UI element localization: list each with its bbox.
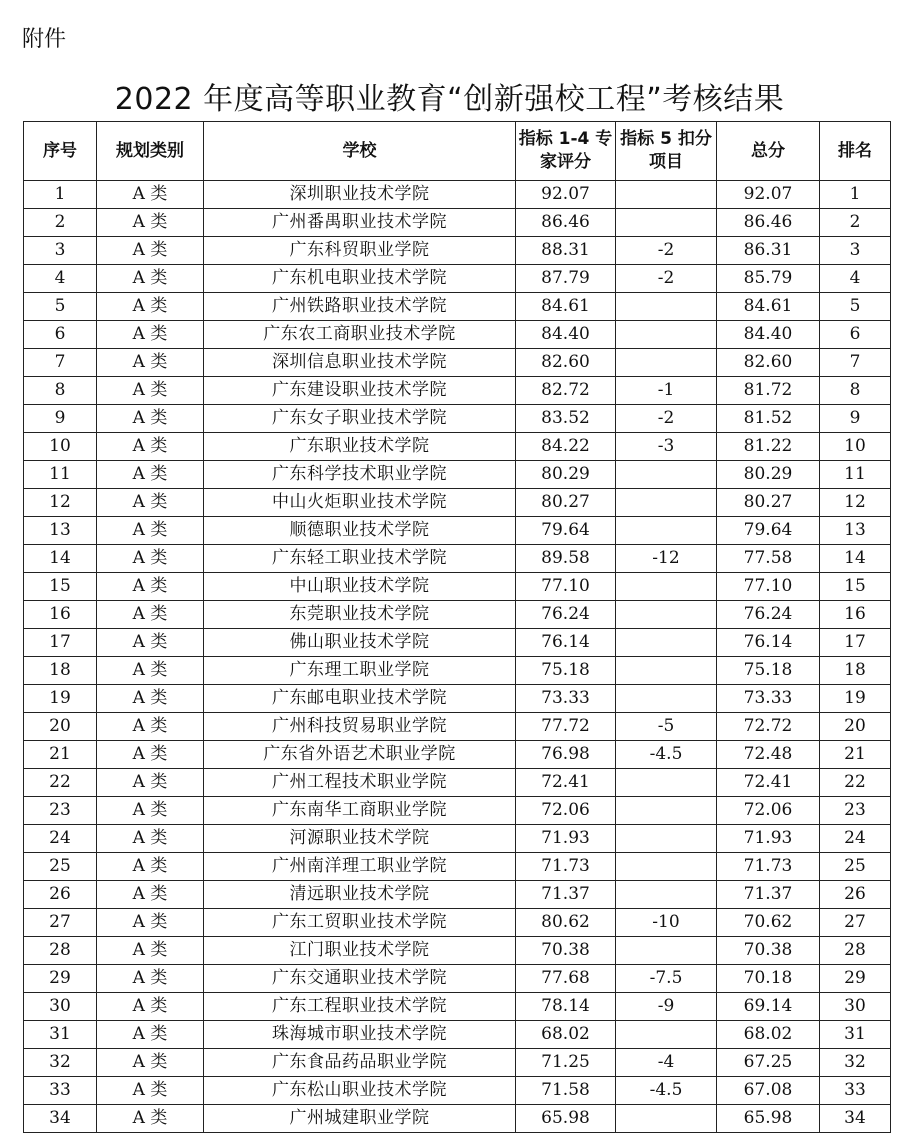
- category-cell: A 类: [97, 517, 204, 545]
- column-header: 序号: [24, 122, 97, 181]
- category-cell: A 类: [97, 237, 204, 265]
- total-score-cell: 69.14: [717, 993, 820, 1021]
- deduction-cell: -7.5: [616, 965, 717, 993]
- rank-cell: 6: [820, 321, 891, 349]
- rank-cell: 8: [820, 377, 891, 405]
- rank-cell: 22: [820, 769, 891, 797]
- school-cell: 佛山职业技术学院: [204, 629, 516, 657]
- category-cell: A 类: [97, 881, 204, 909]
- deduction-cell: -4: [616, 1049, 717, 1077]
- category-cell: A 类: [97, 909, 204, 937]
- table-row: [24, 825, 891, 853]
- table-row: [24, 881, 891, 909]
- school-cell: 东莞职业技术学院: [204, 601, 516, 629]
- column-header: 总分: [717, 122, 820, 181]
- table-row: [24, 1049, 891, 1077]
- deduction-cell: [616, 489, 717, 517]
- deduction-cell: [616, 825, 717, 853]
- category-cell: A 类: [97, 657, 204, 685]
- total-score-cell: 70.62: [717, 909, 820, 937]
- table-row: [24, 797, 891, 825]
- school-cell: 广州城建职业学院: [204, 1105, 516, 1133]
- expert-score-cell: 89.58: [516, 545, 616, 573]
- expert-score-cell: 77.10: [516, 573, 616, 601]
- total-score-cell: 80.27: [717, 489, 820, 517]
- expert-score-cell: 77.68: [516, 965, 616, 993]
- category-cell: A 类: [97, 1021, 204, 1049]
- index-cell: 24: [24, 825, 97, 853]
- expert-score-cell: 80.29: [516, 461, 616, 489]
- total-score-cell: 67.25: [717, 1049, 820, 1077]
- table-row: [24, 601, 891, 629]
- rank-cell: 25: [820, 853, 891, 881]
- expert-score-cell: 84.22: [516, 433, 616, 461]
- table-row: [24, 573, 891, 601]
- index-cell: 1: [24, 181, 97, 209]
- school-cell: 广东工程职业技术学院: [204, 993, 516, 1021]
- index-cell: 19: [24, 685, 97, 713]
- index-cell: 32: [24, 1049, 97, 1077]
- school-cell: 广东科学技术职业学院: [204, 461, 516, 489]
- deduction-cell: [616, 573, 717, 601]
- school-cell: 深圳职业技术学院: [204, 181, 516, 209]
- index-cell: 7: [24, 349, 97, 377]
- deduction-cell: [616, 461, 717, 489]
- school-cell: 广州番禺职业技术学院: [204, 209, 516, 237]
- deduction-cell: [616, 769, 717, 797]
- total-score-cell: 72.41: [717, 769, 820, 797]
- total-score-cell: 75.18: [717, 657, 820, 685]
- deduction-cell: [616, 601, 717, 629]
- rank-cell: 32: [820, 1049, 891, 1077]
- rank-cell: 27: [820, 909, 891, 937]
- expert-score-cell: 72.41: [516, 769, 616, 797]
- table-body: [24, 181, 891, 1133]
- table-row: [24, 209, 891, 237]
- total-score-cell: 71.73: [717, 853, 820, 881]
- deduction-cell: [616, 293, 717, 321]
- table-row: [24, 685, 891, 713]
- index-cell: 25: [24, 853, 97, 881]
- category-cell: A 类: [97, 601, 204, 629]
- school-cell: 广东食品药品职业学院: [204, 1049, 516, 1077]
- expert-score-cell: 77.72: [516, 713, 616, 741]
- category-cell: A 类: [97, 853, 204, 881]
- category-cell: A 类: [97, 1105, 204, 1133]
- category-cell: A 类: [97, 377, 204, 405]
- rank-cell: 31: [820, 1021, 891, 1049]
- index-cell: 8: [24, 377, 97, 405]
- total-score-cell: 77.10: [717, 573, 820, 601]
- index-cell: 27: [24, 909, 97, 937]
- deduction-cell: -4.5: [616, 1077, 717, 1105]
- total-score-cell: 77.58: [717, 545, 820, 573]
- rank-cell: 2: [820, 209, 891, 237]
- category-cell: A 类: [97, 685, 204, 713]
- index-cell: 33: [24, 1077, 97, 1105]
- deduction-cell: [616, 1021, 717, 1049]
- expert-score-cell: 82.72: [516, 377, 616, 405]
- total-score-cell: 72.48: [717, 741, 820, 769]
- table-row: [24, 629, 891, 657]
- total-score-cell: 84.61: [717, 293, 820, 321]
- deduction-cell: -3: [616, 433, 717, 461]
- index-cell: 34: [24, 1105, 97, 1133]
- index-cell: 14: [24, 545, 97, 573]
- category-cell: A 类: [97, 797, 204, 825]
- school-cell: 广东机电职业技术学院: [204, 265, 516, 293]
- rank-cell: 7: [820, 349, 891, 377]
- total-score-cell: 71.93: [717, 825, 820, 853]
- deduction-cell: [616, 321, 717, 349]
- index-cell: 26: [24, 881, 97, 909]
- category-cell: A 类: [97, 741, 204, 769]
- category-cell: A 类: [97, 461, 204, 489]
- deduction-cell: -5: [616, 713, 717, 741]
- expert-score-cell: 83.52: [516, 405, 616, 433]
- expert-score-cell: 84.61: [516, 293, 616, 321]
- table-row: [24, 377, 891, 405]
- index-cell: 31: [24, 1021, 97, 1049]
- school-cell: 广东农工商职业技术学院: [204, 321, 516, 349]
- table-row: [24, 461, 891, 489]
- rank-cell: 4: [820, 265, 891, 293]
- index-cell: 12: [24, 489, 97, 517]
- column-header: 规划类别: [97, 122, 204, 181]
- school-cell: 广州工程技术职业学院: [204, 769, 516, 797]
- expert-score-cell: 87.79: [516, 265, 616, 293]
- expert-score-cell: 80.27: [516, 489, 616, 517]
- rank-cell: 16: [820, 601, 891, 629]
- expert-score-cell: 92.07: [516, 181, 616, 209]
- expert-score-cell: 71.73: [516, 853, 616, 881]
- deduction-cell: [616, 657, 717, 685]
- rank-cell: 33: [820, 1077, 891, 1105]
- attachment-label: 附件: [22, 27, 67, 52]
- document-title: 2022 年度高等职业教育“创新强校工程”考核结果: [114, 82, 785, 117]
- table-row: [24, 265, 891, 293]
- category-cell: A 类: [97, 825, 204, 853]
- deduction-cell: [616, 517, 717, 545]
- total-score-cell: 82.60: [717, 349, 820, 377]
- category-cell: A 类: [97, 993, 204, 1021]
- expert-score-cell: 65.98: [516, 1105, 616, 1133]
- deduction-cell: [616, 937, 717, 965]
- school-cell: 广州科技贸易职业学院: [204, 713, 516, 741]
- category-cell: A 类: [97, 321, 204, 349]
- total-score-cell: 86.31: [717, 237, 820, 265]
- expert-score-cell: 78.14: [516, 993, 616, 1021]
- table-row: [24, 489, 891, 517]
- category-cell: A 类: [97, 769, 204, 797]
- total-score-cell: 70.18: [717, 965, 820, 993]
- total-score-cell: 72.06: [717, 797, 820, 825]
- index-cell: 30: [24, 993, 97, 1021]
- deduction-cell: [616, 629, 717, 657]
- rank-cell: 3: [820, 237, 891, 265]
- table-row: [24, 853, 891, 881]
- expert-score-cell: 84.40: [516, 321, 616, 349]
- expert-score-cell: 80.62: [516, 909, 616, 937]
- rank-cell: 12: [820, 489, 891, 517]
- table-row: [24, 181, 891, 209]
- category-cell: A 类: [97, 433, 204, 461]
- expert-score-cell: 70.38: [516, 937, 616, 965]
- total-score-cell: 85.79: [717, 265, 820, 293]
- index-cell: 21: [24, 741, 97, 769]
- deduction-cell: [616, 685, 717, 713]
- expert-score-cell: 73.33: [516, 685, 616, 713]
- category-cell: A 类: [97, 713, 204, 741]
- index-cell: 13: [24, 517, 97, 545]
- expert-score-cell: 71.58: [516, 1077, 616, 1105]
- index-cell: 9: [24, 405, 97, 433]
- school-cell: 广东邮电职业技术学院: [204, 685, 516, 713]
- rank-cell: 11: [820, 461, 891, 489]
- table-row: [24, 741, 891, 769]
- expert-score-cell: 76.14: [516, 629, 616, 657]
- total-score-cell: 65.98: [717, 1105, 820, 1133]
- expert-score-cell: 72.06: [516, 797, 616, 825]
- rank-cell: 24: [820, 825, 891, 853]
- category-cell: A 类: [97, 265, 204, 293]
- table-row: [24, 713, 891, 741]
- expert-score-cell: 68.02: [516, 1021, 616, 1049]
- expert-score-cell: 79.64: [516, 517, 616, 545]
- deduction-cell: -10: [616, 909, 717, 937]
- deduction-cell: -2: [616, 237, 717, 265]
- table-row: [24, 937, 891, 965]
- column-header: 指标 1-4 专家评分: [516, 122, 616, 181]
- rank-cell: 13: [820, 517, 891, 545]
- table-row: [24, 545, 891, 573]
- rank-cell: 21: [820, 741, 891, 769]
- index-cell: 16: [24, 601, 97, 629]
- deduction-cell: -12: [616, 545, 717, 573]
- total-score-cell: 92.07: [717, 181, 820, 209]
- rank-cell: 18: [820, 657, 891, 685]
- deduction-cell: [616, 1105, 717, 1133]
- total-score-cell: 71.37: [717, 881, 820, 909]
- category-cell: A 类: [97, 965, 204, 993]
- total-score-cell: 68.02: [717, 1021, 820, 1049]
- table-row: [24, 321, 891, 349]
- school-cell: 广州南洋理工职业学院: [204, 853, 516, 881]
- deduction-cell: -4.5: [616, 741, 717, 769]
- total-score-cell: 76.14: [717, 629, 820, 657]
- school-cell: 清远职业技术学院: [204, 881, 516, 909]
- school-cell: 广东建设职业技术学院: [204, 377, 516, 405]
- index-cell: 6: [24, 321, 97, 349]
- total-score-cell: 86.46: [717, 209, 820, 237]
- expert-score-cell: 76.24: [516, 601, 616, 629]
- rank-cell: 5: [820, 293, 891, 321]
- index-cell: 10: [24, 433, 97, 461]
- expert-score-cell: 71.93: [516, 825, 616, 853]
- table-row: [24, 405, 891, 433]
- rank-cell: 1: [820, 181, 891, 209]
- deduction-cell: -1: [616, 377, 717, 405]
- total-score-cell: 73.33: [717, 685, 820, 713]
- rank-cell: 23: [820, 797, 891, 825]
- school-cell: 珠海城市职业技术学院: [204, 1021, 516, 1049]
- column-header: 指标 5 扣分项目: [616, 122, 717, 181]
- index-cell: 2: [24, 209, 97, 237]
- table-row: [24, 1077, 891, 1105]
- total-score-cell: 84.40: [717, 321, 820, 349]
- rank-cell: 17: [820, 629, 891, 657]
- expert-score-cell: 71.25: [516, 1049, 616, 1077]
- deduction-cell: [616, 853, 717, 881]
- school-cell: 中山火炬职业技术学院: [204, 489, 516, 517]
- category-cell: A 类: [97, 937, 204, 965]
- deduction-cell: [616, 209, 717, 237]
- school-cell: 广东轻工职业技术学院: [204, 545, 516, 573]
- column-header: 学校: [204, 122, 516, 181]
- deduction-cell: [616, 881, 717, 909]
- deduction-cell: -2: [616, 265, 717, 293]
- category-cell: A 类: [97, 545, 204, 573]
- school-cell: 江门职业技术学院: [204, 937, 516, 965]
- column-header: 排名: [820, 122, 891, 181]
- index-cell: 28: [24, 937, 97, 965]
- total-score-cell: 76.24: [717, 601, 820, 629]
- total-score-cell: 80.29: [717, 461, 820, 489]
- rank-cell: 30: [820, 993, 891, 1021]
- school-cell: 河源职业技术学院: [204, 825, 516, 853]
- table-row: [24, 433, 891, 461]
- index-cell: 11: [24, 461, 97, 489]
- rank-cell: 9: [820, 405, 891, 433]
- school-cell: 中山职业技术学院: [204, 573, 516, 601]
- total-score-cell: 81.22: [717, 433, 820, 461]
- school-cell: 广东理工职业学院: [204, 657, 516, 685]
- school-cell: 广东松山职业技术学院: [204, 1077, 516, 1105]
- table-row: [24, 965, 891, 993]
- deduction-cell: [616, 181, 717, 209]
- school-cell: 广东交通职业技术学院: [204, 965, 516, 993]
- school-cell: 广州铁路职业技术学院: [204, 293, 516, 321]
- table-row: [24, 1021, 891, 1049]
- category-cell: A 类: [97, 293, 204, 321]
- index-cell: 18: [24, 657, 97, 685]
- category-cell: A 类: [97, 405, 204, 433]
- rank-cell: 20: [820, 713, 891, 741]
- index-cell: 17: [24, 629, 97, 657]
- category-cell: A 类: [97, 1077, 204, 1105]
- rank-cell: 19: [820, 685, 891, 713]
- school-cell: 广东女子职业技术学院: [204, 405, 516, 433]
- school-cell: 广东工贸职业技术学院: [204, 909, 516, 937]
- category-cell: A 类: [97, 181, 204, 209]
- table-row: [24, 993, 891, 1021]
- school-cell: 顺德职业技术学院: [204, 517, 516, 545]
- total-score-cell: 81.52: [717, 405, 820, 433]
- total-score-cell: 67.08: [717, 1077, 820, 1105]
- category-cell: A 类: [97, 573, 204, 601]
- table-row: [24, 657, 891, 685]
- total-score-cell: 79.64: [717, 517, 820, 545]
- expert-score-cell: 71.37: [516, 881, 616, 909]
- rank-cell: 26: [820, 881, 891, 909]
- category-cell: A 类: [97, 349, 204, 377]
- school-cell: 深圳信息职业技术学院: [204, 349, 516, 377]
- index-cell: 22: [24, 769, 97, 797]
- expert-score-cell: 75.18: [516, 657, 616, 685]
- index-cell: 23: [24, 797, 97, 825]
- total-score-cell: 72.72: [717, 713, 820, 741]
- table-row: [24, 293, 891, 321]
- expert-score-cell: 82.60: [516, 349, 616, 377]
- category-cell: A 类: [97, 629, 204, 657]
- rank-cell: 28: [820, 937, 891, 965]
- deduction-cell: [616, 349, 717, 377]
- rank-cell: 10: [820, 433, 891, 461]
- rank-cell: 15: [820, 573, 891, 601]
- results-table: [23, 121, 891, 1133]
- table-row: [24, 349, 891, 377]
- index-cell: 15: [24, 573, 97, 601]
- expert-score-cell: 88.31: [516, 237, 616, 265]
- category-cell: A 类: [97, 1049, 204, 1077]
- deduction-cell: [616, 797, 717, 825]
- total-score-cell: 70.38: [717, 937, 820, 965]
- school-cell: 广东职业技术学院: [204, 433, 516, 461]
- category-cell: A 类: [97, 489, 204, 517]
- total-score-cell: 81.72: [717, 377, 820, 405]
- table-row: [24, 769, 891, 797]
- rank-cell: 14: [820, 545, 891, 573]
- expert-score-cell: 76.98: [516, 741, 616, 769]
- expert-score-cell: 86.46: [516, 209, 616, 237]
- table-row: [24, 1105, 891, 1133]
- index-cell: 3: [24, 237, 97, 265]
- table-row: [24, 909, 891, 937]
- table-row: [24, 517, 891, 545]
- index-cell: 29: [24, 965, 97, 993]
- index-cell: 5: [24, 293, 97, 321]
- school-cell: 广东省外语艺术职业学院: [204, 741, 516, 769]
- deduction-cell: -9: [616, 993, 717, 1021]
- rank-cell: 29: [820, 965, 891, 993]
- school-cell: 广东南华工商职业学院: [204, 797, 516, 825]
- school-cell: 广东科贸职业学院: [204, 237, 516, 265]
- index-cell: 4: [24, 265, 97, 293]
- category-cell: A 类: [97, 209, 204, 237]
- header-row: [24, 122, 891, 181]
- table-row: [24, 237, 891, 265]
- deduction-cell: -2: [616, 405, 717, 433]
- index-cell: 20: [24, 713, 97, 741]
- rank-cell: 34: [820, 1105, 891, 1133]
